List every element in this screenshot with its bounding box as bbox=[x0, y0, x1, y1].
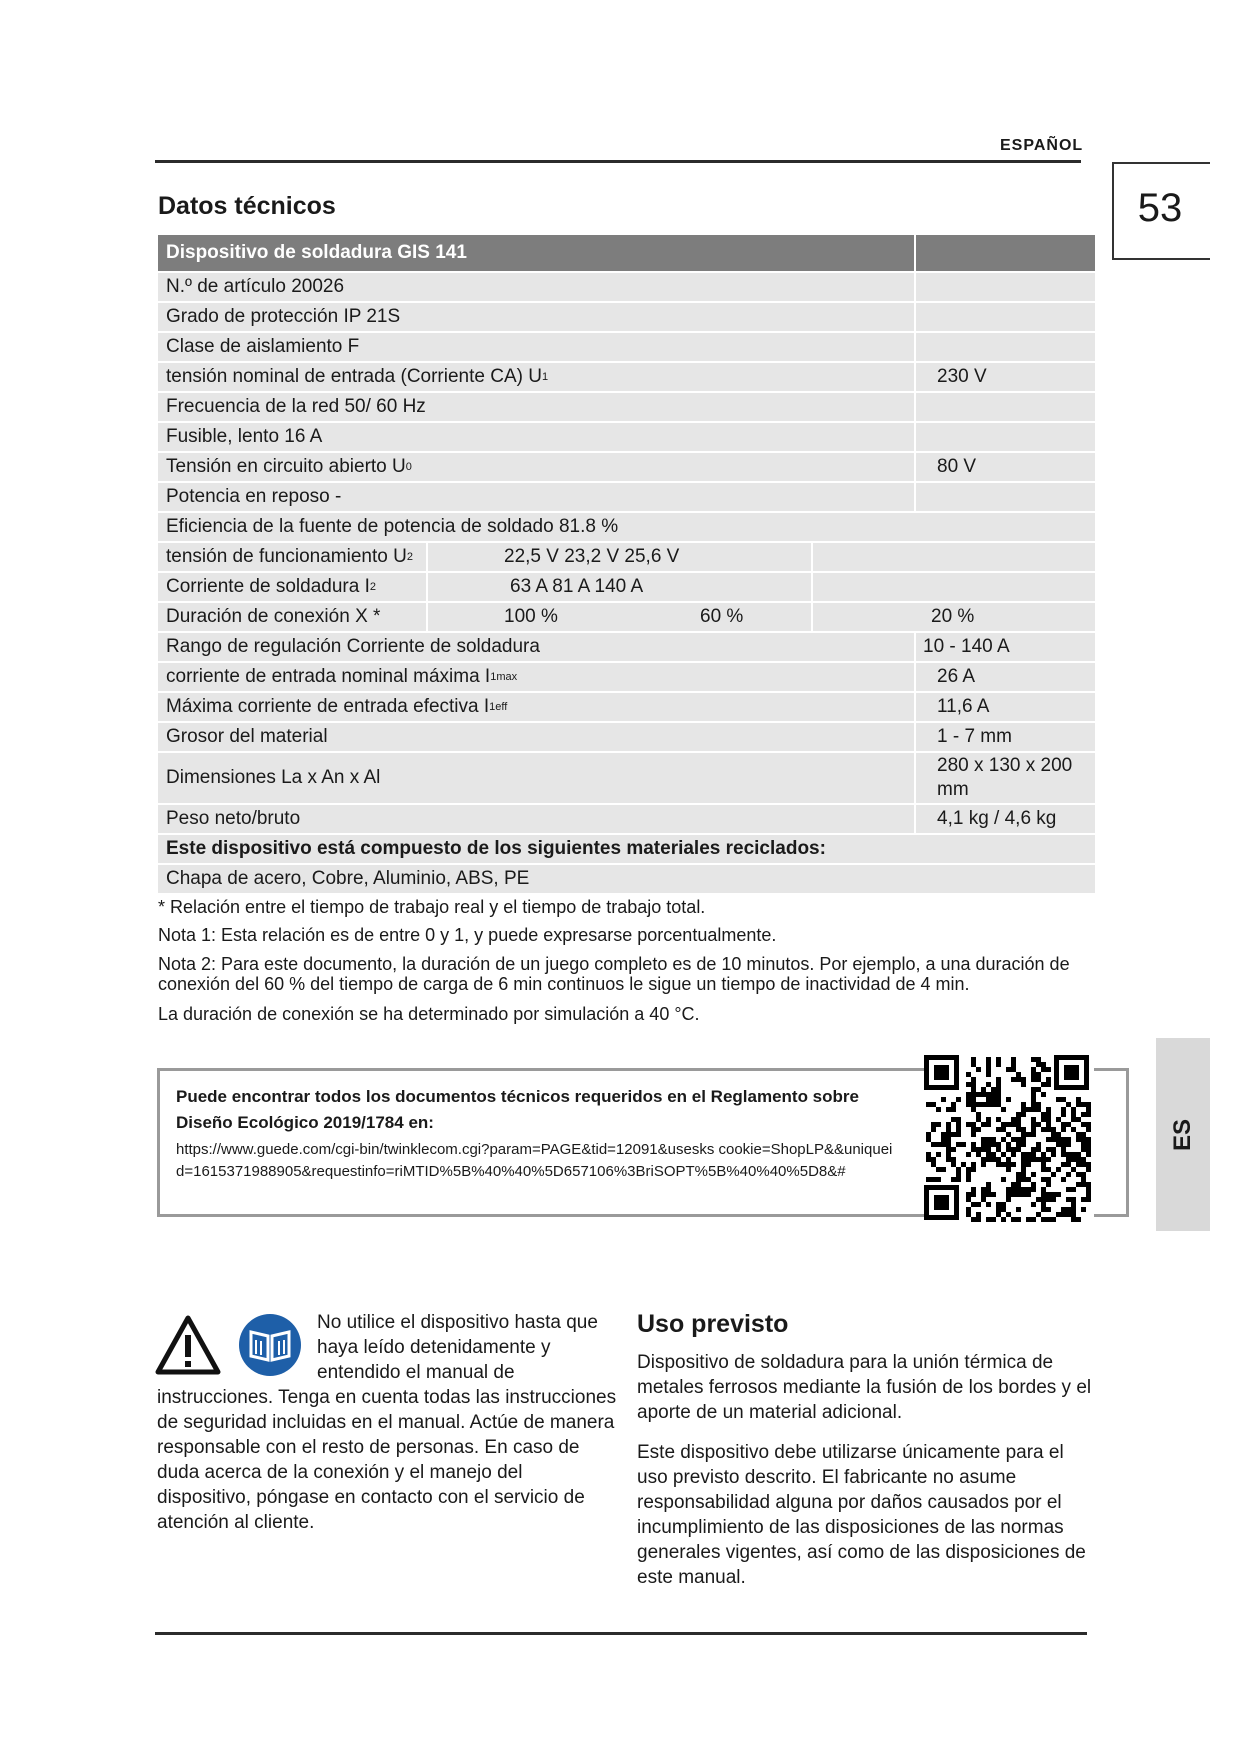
thickness-value: 1 - 7 mm bbox=[937, 726, 1012, 748]
top-rule bbox=[155, 160, 1081, 163]
info-box-title: Puede encontrar todos los documentos técnicos requeridos en el Reglamento sobre Diseño Ecológico 2019/1784 en: bbox=[176, 1087, 859, 1132]
note-1: Nota 1: Esta relación es de entre 0 y 1, y puede expresarse porcentualmente. bbox=[158, 925, 777, 945]
duty-cycle-60: 60 % bbox=[700, 606, 744, 627]
info-box-link[interactable]: https://www.guede.com/cgi-bin/twinklecom.cgi?param=PAGE&tid=12091&usesks cookie=ShopLP&&uniqueid=1615371988905&requestinfo=riMTID%5B%40%40%5D657106%3BriSOPT%5B%40%40%5D8&# bbox=[176, 1141, 893, 1180]
intended-use-paragraph-2: Este dispositivo debe utilizarse únicamente para el uso previsto descrito. El fabricante no asume responsabilidad alguna por daños causados por el incumplimiento de las disposiciones de las normas generales vigentes, así como de las disposiciones de este manual. bbox=[637, 1442, 1086, 1588]
idle-power: Potencia en reposo - bbox=[166, 486, 342, 507]
input-voltage-value: 230 V bbox=[937, 366, 987, 388]
thickness-label: Grosor del material bbox=[166, 726, 328, 747]
op-voltage-values: 22,5 V 23,2 V 25,6 V bbox=[504, 546, 680, 567]
intended-use-title: Uso previsto bbox=[637, 1310, 789, 1338]
table-row bbox=[158, 363, 1095, 391]
open-circuit-label: Tensión en circuito abierto U 0 bbox=[166, 456, 412, 477]
table-row bbox=[158, 835, 1095, 863]
table-row bbox=[158, 543, 1095, 571]
language-side-tab: ES bbox=[1156, 1038, 1210, 1231]
language-label: ESPAÑOL bbox=[1000, 137, 1084, 154]
table-row bbox=[158, 423, 1095, 451]
warning-triangle-icon bbox=[155, 1315, 221, 1380]
max-input-value: 26 A bbox=[937, 666, 976, 688]
table-row bbox=[158, 723, 1095, 751]
table-row bbox=[158, 333, 1095, 361]
range-value: 10 - 140 A bbox=[923, 636, 1010, 657]
table-row bbox=[158, 693, 1095, 721]
duty-cycle-label: Duración de conexión X * bbox=[166, 606, 381, 627]
table-row bbox=[158, 393, 1095, 421]
insulation-class: Clase de aislamiento F bbox=[166, 336, 360, 357]
eff-input-label: Máxima corriente de entrada efectiva I 1eff bbox=[166, 696, 508, 717]
recycled-materials: Chapa de acero, Cobre, Aluminio, ABS, PE bbox=[166, 868, 530, 889]
note-simulation: La duración de conexión se ha determinado por simulación a 40 °C. bbox=[158, 1004, 700, 1024]
duty-cycle-20: 20 % bbox=[931, 606, 975, 627]
weld-current-label: Corriente de soldadura I 2 bbox=[166, 576, 376, 597]
frequency: Frecuencia de la red 50/ 60 Hz bbox=[166, 396, 426, 417]
table-row bbox=[158, 865, 1095, 893]
fuse: Fusible, lento 16 A bbox=[166, 426, 323, 447]
table-row bbox=[158, 483, 1095, 511]
table-header: Dispositivo de soldadura GIS 141 bbox=[166, 242, 467, 263]
recycled-heading: Este dispositivo está compuesto de los siguientes materiales reciclados: bbox=[166, 838, 826, 859]
table-row bbox=[158, 303, 1095, 331]
weight-label: Peso neto/bruto bbox=[166, 808, 301, 829]
section-title: Datos técnicos bbox=[158, 192, 336, 220]
intended-use-paragraph-1: Dispositivo de soldadura para la unión térmica de metales ferrosos mediante la fusión de los bordes y el aporte de un material adicional. bbox=[637, 1352, 1092, 1423]
warning-text-intro: No utilice el dispositivo hasta que haya leído detenidamente y entendido el manual de bbox=[317, 1312, 598, 1383]
table-row bbox=[158, 805, 1095, 833]
table-row bbox=[158, 573, 1095, 601]
table-row bbox=[158, 633, 1095, 661]
input-voltage-label: tensión nominal de entrada (Corriente CA) U 1 bbox=[166, 366, 549, 387]
weld-current-values: 63 A 81 A 140 A bbox=[510, 576, 644, 597]
table-row bbox=[158, 603, 1095, 631]
range-label: Rango de regulación Corriente de soldadura bbox=[166, 636, 540, 657]
dimensions-value: 280 x 130 x 200 mm bbox=[937, 755, 1073, 800]
efficiency: Eficiencia de la fuente de potencia de soldado 81.8 % bbox=[166, 516, 619, 537]
open-circuit-value: 80 V bbox=[937, 456, 977, 478]
read-manual-icon bbox=[237, 1312, 303, 1383]
qr-code[interactable] bbox=[924, 1055, 1094, 1225]
table-header-row bbox=[158, 235, 1095, 271]
table-row bbox=[158, 273, 1095, 301]
table-row bbox=[158, 513, 1095, 541]
max-input-label: corriente de entrada nominal máxima I 1max bbox=[166, 666, 518, 687]
warning-text-body: instrucciones. Tenga en cuenta todas las instrucciones de seguridad incluidas en el manual. Actúe de manera responsable con el resto de personas. En caso de duda acerca de la conexión y el manejo del dispositivo, póngase en contacto con el servicio de atención al cliente. bbox=[157, 1387, 617, 1533]
bottom-rule bbox=[155, 1632, 1087, 1635]
note-2: Nota 2: Para este documento, la duración de un juego completo es de 10 minutos. Por ejemplo, a una duración de conexión del 60 % del tiempo de carga de 6 min continuos le sigue un tiempo de inactividad de 4 min. bbox=[158, 954, 1070, 994]
eff-input-value: 11,6 A bbox=[937, 696, 990, 718]
duty-cycle-100: 100 % bbox=[504, 606, 558, 627]
protection-class: Grado de protección IP 21S bbox=[166, 306, 401, 327]
dimensions-label: Dimensiones La x An x Al bbox=[166, 767, 381, 788]
table-row bbox=[158, 663, 1095, 691]
article-number: N.º de artículo 20026 bbox=[166, 276, 345, 297]
table-row bbox=[158, 753, 1095, 803]
table-row bbox=[158, 453, 1095, 481]
op-voltage-label: tensión de funcionamiento U 2 bbox=[166, 546, 413, 567]
weight-value: 4,1 kg / 4,6 kg bbox=[937, 808, 1057, 830]
note-ratio: * Relación entre el tiempo de trabajo real y el tiempo de trabajo total. bbox=[158, 897, 706, 917]
page-number: 53 bbox=[1137, 186, 1183, 230]
